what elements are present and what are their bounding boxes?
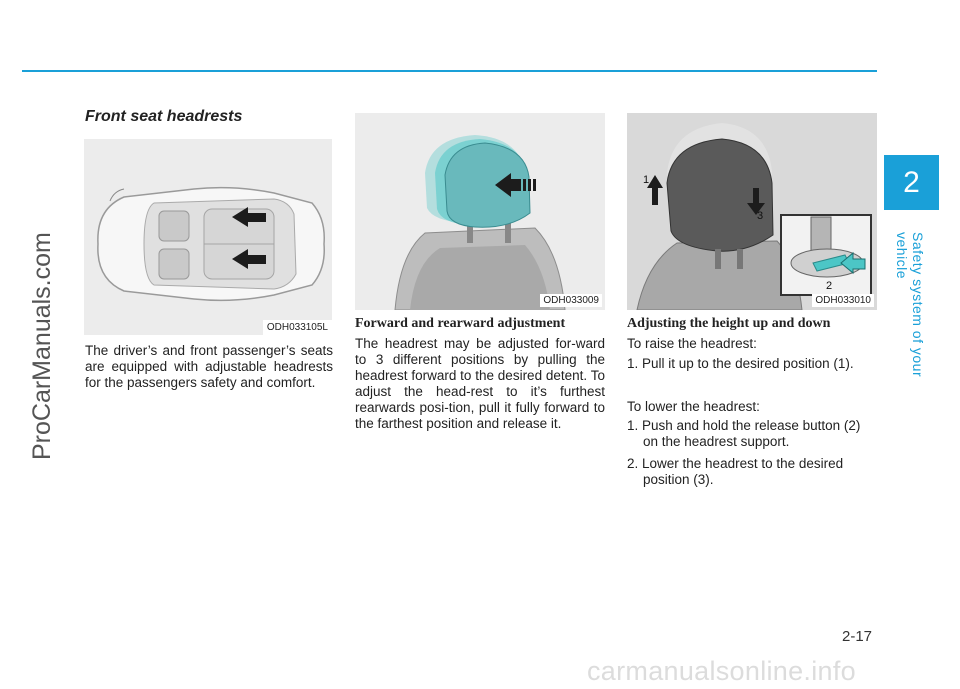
chapter-title: Safety system of your vehicle [894, 232, 926, 378]
raise-step-1: 1. Pull it up to the desired position (1). [627, 356, 854, 371]
page-number: 2-17 [842, 628, 873, 645]
callout-2: 2 [826, 280, 833, 292]
figure-headrest-height [627, 113, 877, 310]
section-title: Front seat headrests [85, 108, 243, 125]
header-rule [22, 70, 877, 72]
height-title: Adjusting the height up and down [627, 316, 831, 331]
forward-rearward-text: The headrest may be adjusted for-ward to 3 different positions by pulling the headrest forward to the desired detent. To adjust the head-rest to it’s furthest rearwards posi-tion, pull it fully forward to the farthest position and release it. [355, 336, 605, 431]
figure-code: ODH033010 [812, 294, 874, 307]
figure-headrest-forward [355, 113, 605, 310]
figure-car-top-view [84, 139, 332, 335]
lower-step-2: 2. Lower the headrest to the desired position (3). [627, 456, 844, 487]
chapter-number-tab: 2 [884, 155, 939, 210]
lower-step-1: 1. Push and hold the release button (2) on the headrest support. [627, 418, 861, 449]
forward-rearward-title: Forward and rearward adjustment [355, 316, 566, 331]
intro-paragraph: The driver’s and front passenger’s seats are equipped with adjustable headrests for the passengers safety and comfort. [85, 343, 333, 390]
raise-intro: To raise the headrest: [627, 336, 757, 351]
side-watermark: ProCarManuals.com [28, 232, 56, 460]
bottom-watermark: carmanualsonline.info [587, 656, 856, 686]
figure-code: ODH033009 [540, 294, 602, 307]
lower-intro: To lower the headrest: [627, 399, 760, 414]
callout-3: 3 [757, 210, 764, 222]
callout-1: 1 [643, 174, 650, 186]
figure-code: ODH033105L [263, 320, 332, 335]
